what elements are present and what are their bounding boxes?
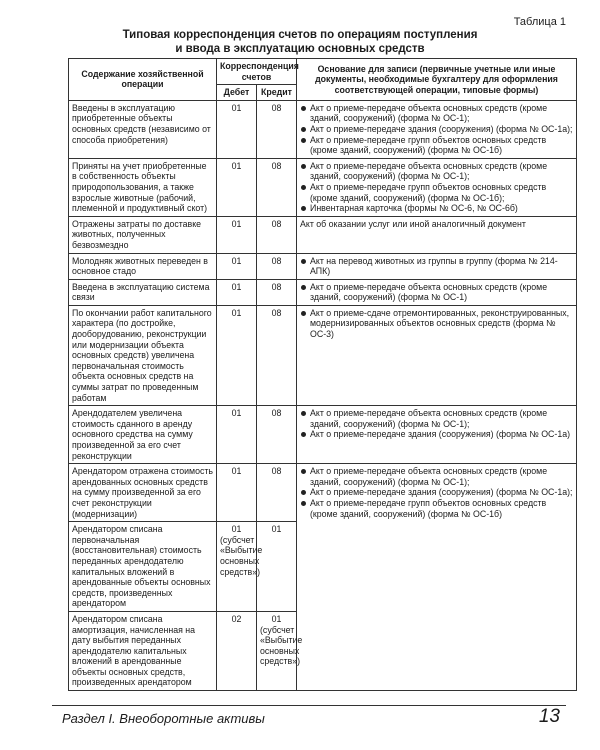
table-row — [69, 406, 577, 464]
basis-item: Акт о приеме-передаче здания (сооружения) (форма № ОС-1а) — [300, 429, 573, 440]
debit-cell: 01 — [217, 100, 257, 158]
debit-cell: 01 — [217, 305, 257, 405]
credit-cell: 08 — [257, 216, 297, 253]
operation-cell: По окончании работ капитального характера (по достройке, дооборудованию, реконструкции или модернизации объекта основных средств) увеличена первоначальная стоимость объекта основных средств на суммы затрат по проведенным работам — [69, 305, 217, 405]
debit-cell — [217, 522, 263, 612]
debit-cell: 01 — [217, 279, 257, 305]
operation-cell: Введена в эксплуатацию система связи — [69, 279, 217, 305]
debit-value: 02 — [231, 613, 242, 624]
debit-cell: 01 — [217, 253, 257, 279]
credit-cell: 08 — [257, 100, 297, 158]
basis-item: Акт о приеме-передаче объекта основных средств (кроме зданий, сооружений) (форма № ОС-1); — [300, 161, 573, 182]
table-title — [60, 28, 540, 56]
operation-cell: Отражены затраты по доставке животных, полученных безвозмездно — [69, 216, 217, 253]
header-row — [69, 59, 577, 85]
credit-cell — [257, 611, 303, 690]
title-line-1: Типовая корреспонденция счетов по операциям поступления — [122, 29, 478, 41]
basis-cell — [297, 464, 577, 691]
credit-subaccount: (субсчет «Выбытие основных средств») — [260, 624, 303, 667]
table-label: Таблица 1 — [513, 16, 566, 28]
table-row — [69, 305, 577, 405]
header-credit: Кредит — [257, 85, 297, 101]
basis-list — [300, 282, 573, 303]
header-basis: Основание для записи (первичные учетные или иные документы, необходимые бухгалтеру для оформления соответствующей операции, типовые формы) — [297, 59, 577, 101]
operation-cell: Арендатором списана амортизация, начисленная на дату выбытия переданных арендодателю капитальных вложений в арендованные объекты основных средств, произведенных арендатором — [69, 611, 217, 690]
basis-item: Акт о приеме-передаче объекта основных средств (кроме зданий, сооружений) (форма № ОС-1); — [300, 466, 573, 487]
header-content: Содержание хозяйственной операции — [69, 59, 217, 101]
basis-item: Акт о приеме-передаче групп объектов основных средств (кроме зданий, сооружений) (форма № ОС-1б); — [300, 182, 573, 203]
debit-subaccount: (субсчет «Выбытие основных средств») — [220, 534, 263, 577]
footer-divider — [52, 705, 566, 706]
credit-cell: 08 — [257, 305, 297, 405]
credit-value: 01 — [271, 524, 282, 535]
table-row — [69, 464, 577, 522]
basis-list — [300, 103, 573, 156]
credit-cell: 08 — [257, 158, 297, 216]
basis-list — [300, 408, 573, 440]
debit-cell: 01 — [217, 158, 257, 216]
debit-value: 01 — [231, 466, 242, 477]
table-row — [69, 279, 577, 305]
basis-list — [300, 161, 573, 214]
basis-item: Акт на перевод животных из группы в группу (форма № 214-АПК) — [300, 256, 573, 277]
title-line-2: и ввода в эксплуатацию основных средств — [175, 43, 425, 55]
basis-item: Акт о приеме-передаче групп объектов основных средств (кроме зданий, сооружений) (форма № ОС-1б) — [300, 135, 573, 156]
debit-cell — [217, 464, 257, 522]
table-body — [69, 100, 577, 690]
debit-value: 01 — [231, 524, 242, 535]
basis-cell — [297, 406, 577, 464]
operation-cell: Арендодателем увеличена стоимость сданного в аренду основного средства на сумму произведенной за его счет реконструкции — [69, 406, 217, 464]
basis-item: Акт об оказании услуг или иной аналогичный документ — [300, 218, 526, 229]
basis-list — [300, 466, 573, 519]
credit-cell — [257, 464, 297, 522]
basis-cell — [297, 279, 577, 305]
basis-item: Акт о приеме-передаче объекта основных средств (кроме зданий, сооружений) (форма № ОС-1); — [300, 408, 573, 429]
table-row — [69, 216, 577, 253]
basis-list — [300, 256, 573, 277]
basis-item: Акт о приеме-передаче объекта основных средств (кроме зданий, сооружений) (форма № ОС-1); — [300, 103, 573, 124]
basis-cell — [297, 100, 577, 158]
credit-cell: 08 — [257, 279, 297, 305]
basis-item: Акт о приеме-передаче групп объектов основных средств (кроме зданий, сооружений) (форма № ОС-1б) — [300, 498, 573, 519]
credit-value: 01 — [271, 613, 282, 624]
table-row — [69, 253, 577, 279]
basis-list — [300, 308, 573, 340]
basis-item: Акт о приеме-передаче здания (сооружения) (форма № ОС-1а); — [300, 487, 573, 498]
basis-cell — [297, 305, 577, 405]
basis-cell — [297, 216, 577, 253]
operation-cell: Арендатором отражена стоимость арендованных основных средств на сумму произведенной за его счет реконструкции (модернизации) — [69, 464, 217, 522]
table-row — [69, 158, 577, 216]
operation-cell: Введены в эксплуатацию приобретенные объекты основных средств (независимо от способа приобретения) — [69, 100, 217, 158]
credit-value: 08 — [271, 466, 282, 477]
footer-section: Раздел I. Внеоборотные активы — [62, 711, 265, 726]
page-number: 13 — [538, 706, 560, 727]
operation-cell: Арендатором списана первоначальная (восстановительная) стоимость переданных арендодателю капитальных вложений в арендованные объекты основных средств, произведенных арендатором — [69, 522, 217, 612]
credit-cell: 08 — [257, 406, 297, 464]
basis-item: Акт о приеме-сдаче отремонтированных, реконструированных, модернизированных объектов основных средств (форма № ОС-3) — [300, 308, 573, 340]
debit-cell — [217, 611, 257, 690]
header-debit: Дебет — [217, 85, 257, 101]
basis-cell — [297, 253, 577, 279]
basis-item: Инвентарная карточка (формы № ОС-6, № ОС-6б) — [300, 203, 573, 214]
debit-cell: 01 — [217, 406, 257, 464]
credit-cell: 08 — [257, 253, 297, 279]
operation-cell: Молодняк животных переведен в основное стадо — [69, 253, 217, 279]
table-row — [69, 100, 577, 158]
header-correspondence: Корреспонденция счетов — [217, 59, 297, 85]
basis-item: Акт о приеме-передаче объекта основных средств (кроме зданий, сооружений) (форма № ОС-1) — [300, 282, 573, 303]
operation-cell: Приняты на учет приобретенные в собственность объекты природопользования, а также взрослые животные (рабочий, племенной и продуктивный скот) — [69, 158, 217, 216]
basis-cell — [297, 158, 577, 216]
credit-cell — [257, 522, 297, 612]
correspondence-table — [68, 58, 577, 691]
debit-cell: 01 — [217, 216, 257, 253]
basis-list — [300, 219, 573, 230]
basis-item: Акт о приеме-передаче здания (сооружения) (форма № ОС-1а); — [300, 124, 573, 135]
